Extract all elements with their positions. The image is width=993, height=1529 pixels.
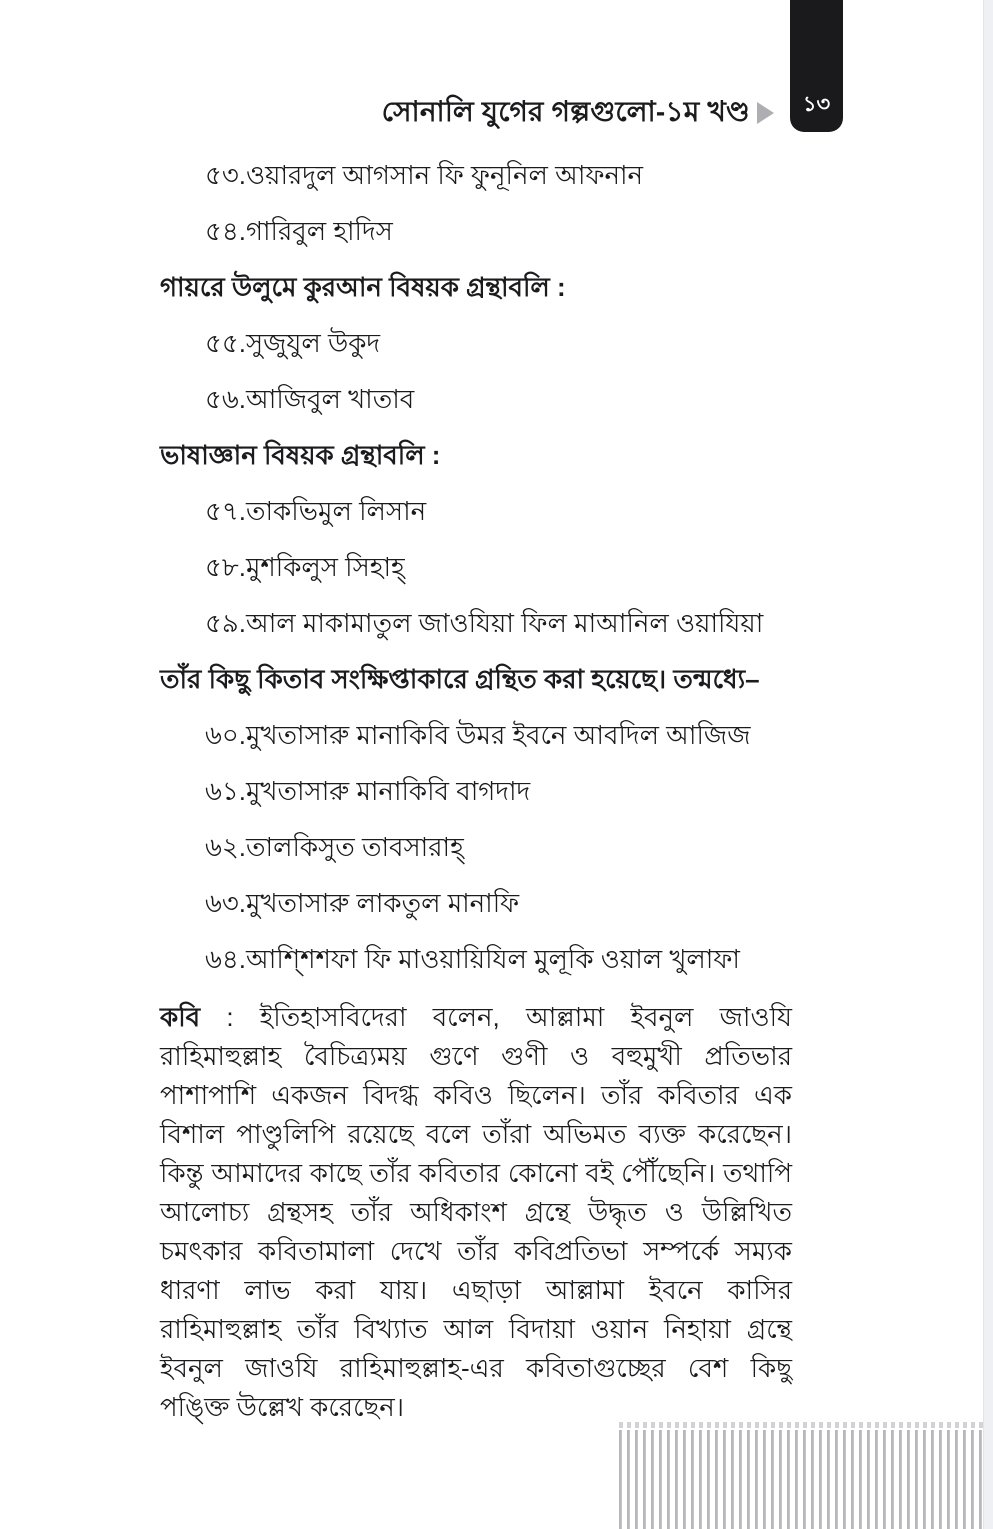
book-list-item-56: ৫৬.আজিবুল খাতাব bbox=[205, 384, 415, 414]
section-heading-abridged-books: তাঁর কিছু কিতাব সংক্ষিপ্তাকারে গ্রন্থিত করা হয়েছে। তন্মধ্যে– bbox=[160, 664, 760, 694]
page-content bbox=[160, 158, 792, 1427]
paragraph-separator: : bbox=[200, 1002, 260, 1032]
section-heading-quran-sciences: গায়রে উলুমে কুরআন বিষয়ক গ্রন্থাবলি : bbox=[160, 272, 566, 302]
book-list-item-54: ৫৪.গারিবুল হাদিস bbox=[205, 216, 393, 246]
page-edge-shadow bbox=[983, 0, 993, 1529]
page-edge-stripes bbox=[619, 1430, 985, 1529]
page-number-tab bbox=[790, 0, 843, 132]
paragraph-lead-label: কবি bbox=[160, 1002, 201, 1032]
book-list-item-58: ৫৮.মুশকিলুস সিহাহ্ bbox=[205, 552, 405, 582]
arrow-right-icon bbox=[757, 102, 774, 124]
book-list-item-53: ৫৩.ওয়ারদুল আগসান ফি ফুনূনিল আফনান bbox=[205, 160, 644, 190]
page-edge-stripes-top bbox=[619, 1422, 985, 1428]
section-heading-linguistics: ভাষাজ্ঞান বিষয়ক গ্রন্থাবলি : bbox=[160, 440, 441, 470]
book-list-item-60: ৬০.মুখতাসারু মানাকিবি উমর ইবনে আবদিল আজিজ bbox=[205, 720, 751, 750]
book-list-item-63: ৬৩.মুখতাসারু লাকতুল মানাফি bbox=[205, 888, 520, 918]
book-list-item-59: ৫৯.আল মাকামাতুল জাওযিয়া ফিল মাআনিল ওয়াযিয়া bbox=[205, 608, 764, 638]
page-number: ১৩ bbox=[802, 93, 831, 116]
book-list-item-64: ৬৪.আশ্শিশফা ফি মাওয়ায়িযিল মুলূকি ওয়াল খুলাফা bbox=[205, 944, 740, 974]
book-list-item-57: ৫৭.তাকভিমুল লিসান bbox=[205, 496, 427, 526]
paragraph-body: ইতিহাসবিদেরা বলেন, আল্লামা ইবনুল জাওযি রাহিমাহুল্লাহ বৈচিত্র্যময় গুণে গুণী ও বহুমুখী প্রতিভার পাশাপাশি একজন বিদগ্ধ কবিও ছিলেন। তাঁর কবিতার এক বিশাল পাণ্ডুলিপি রয়েছে বলে তাঁরা অভিমত ব্যক্ত করেছেন। কিন্তু আমাদের কাছে তাঁর কবিতার কোনো বই পৌঁছেনি। তথাপি আলোচ্য গ্রন্থসহ তাঁর অধিকাংশ গ্রন্থে উদ্ধৃত ও উল্লিখিত চমৎকার কবিতামালা দেখে তাঁর কবিপ্রতিভা সম্পর্কে সম্যক ধারণা লাভ করা যায়। এছাড়া আল্লামা ইবনে কাসির রাহিমাহুল্লাহ তাঁর বিখ্যাত আল বিদায়া ওয়ান নিহায়া গ্রন্থে ইবনুল জাওযি রাহিমাহুল্লাহ-এর কবিতাগুচ্ছের বেশ কিছু পঙ্ক্তি উল্লেখ করেছেন। bbox=[160, 1002, 792, 1422]
book-list-item-62: ৬২.তালকিসুত তাবসারাহ্ bbox=[205, 832, 464, 862]
book-list-item-61: ৬১.মুখতাসারু মানাকিবি বাগদাদ bbox=[205, 776, 531, 806]
book-list-item-55: ৫৫.সুজুযুল উকুদ bbox=[205, 328, 381, 358]
biography-paragraph bbox=[160, 998, 792, 1427]
page-title: সোনালি যুগের গল্পগুলো-১ম খণ্ড bbox=[381, 96, 750, 127]
